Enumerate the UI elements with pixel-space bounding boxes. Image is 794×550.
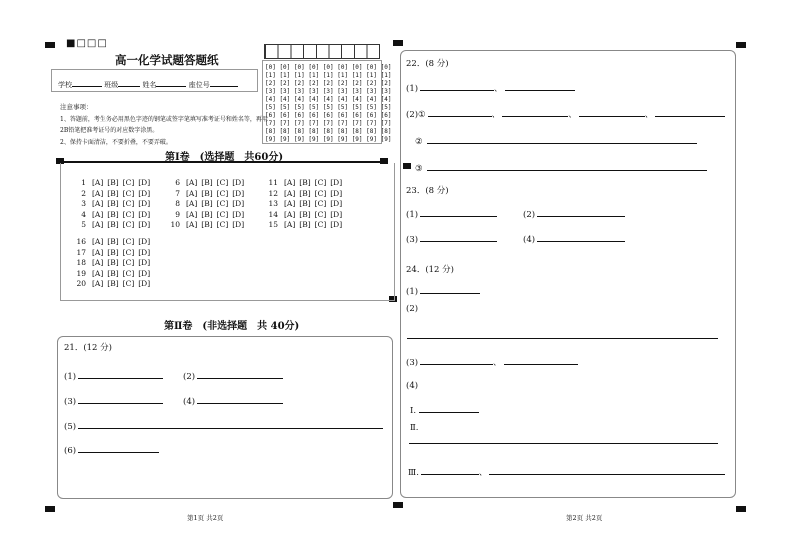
q24-part2-label: (2) [406,304,419,314]
digit-row[interactable]: [1] [1] [1] [1] [1] [1] [1] [1] [1] [265,72,392,79]
q23-heading: 23．(8 分) [406,186,449,196]
mc-option-bubble[interactable]: [D] [138,258,151,268]
q21-part5-label: (5) [64,422,77,432]
mc-question-row [264,189,346,198]
mc-question-row [264,178,346,187]
mc-option-bubble[interactable]: [A] [186,178,198,187]
mc-option-bubble[interactable]: [D] [330,220,343,230]
mc-question-number: 19 [76,268,86,278]
digit-row[interactable]: [3] [3] [3] [3] [3] [3] [3] [3] [3] [265,88,392,95]
q21-part5 [64,419,383,432]
mc-option-bubble[interactable]: [A] [284,178,296,187]
mc-option-bubble[interactable]: [B] [201,199,213,209]
mc-question-number: 14 [268,209,278,219]
exam-number-boxes[interactable] [264,44,380,59]
mc-option-bubble[interactable]: [C] [122,199,135,209]
q23-part2 [523,207,625,220]
separator: 、 [491,110,501,120]
mc-question-row [166,220,248,229]
q21-part3-label: (3) [64,397,77,407]
info-fields [58,77,238,90]
mc-option-bubble[interactable]: [A] [284,220,296,230]
mc-option-bubble[interactable]: [B] [299,220,311,230]
digit-row[interactable]: [5] [5] [5] [5] [5] [5] [5] [5] [5] [265,104,392,111]
digit-row[interactable]: [7] [7] [7] [7] [7] [7] [7] [7] [7] [265,120,392,127]
q23-part2-line[interactable] [537,207,625,217]
q21-part2-line[interactable] [197,369,283,379]
mc-option-bubble[interactable]: [C] [216,178,229,187]
mc-option-bubble[interactable]: [D] [138,178,151,187]
mc-option-bubble[interactable]: [C] [314,209,327,219]
note-line: 2、保持卡面清洁，不要折叠，不要弄破。 [60,139,172,146]
mc-option-bubble[interactable]: [A] [186,199,198,209]
digit-row[interactable]: [4] [4] [4] [4] [4] [4] [4] [4] [4] [265,96,392,103]
mc-option-bubble[interactable]: [D] [330,178,343,187]
mc-option-bubble[interactable]: [B] [201,209,213,219]
q24-roman2-label: Ⅱ. [410,423,419,433]
corner-mark [736,42,746,48]
mc-option-bubble[interactable]: [C] [122,178,135,187]
mc-option-bubble[interactable]: [A] [92,188,104,198]
mc-option-bubble[interactable]: [D] [138,209,151,219]
q21-part4-label: (4) [183,397,196,407]
q21-part4-line[interactable] [197,394,283,404]
mc-question-number: 9 [175,209,180,219]
q21-part3 [64,394,163,407]
section2-title: 第Ⅱ卷 (非选择题 共 40分) [164,321,300,332]
mc-option-bubble[interactable]: [C] [314,199,327,209]
mc-question-row [72,258,154,267]
section1-title: 第Ⅰ卷 (选择题 共60分) [165,152,284,163]
q22-part2-sub2 [415,134,697,147]
mc-option-bubble[interactable]: [A] [92,279,104,289]
q22-part1-label: (1) [406,84,419,94]
q22-sub2-label: ② [415,137,423,147]
mc-option-bubble[interactable]: [A] [284,188,296,198]
mc-question-number: 1 [81,178,86,187]
mc-option-bubble[interactable]: [B] [107,279,119,289]
q24-roman3-line-a[interactable] [421,465,479,475]
separator: 、 [644,110,654,120]
mc-option-bubble[interactable]: [A] [92,178,104,187]
mc-option-bubble[interactable]: [B] [107,199,119,209]
q24-part3-line-b[interactable] [504,355,578,365]
mc-question-number: 17 [76,247,86,257]
mc-option-bubble[interactable]: [B] [201,178,213,187]
q22-part2-label: (2)① [406,110,426,120]
page-title: 高一化学试题答题纸 [115,53,219,67]
q22-part2 [406,107,725,120]
q22-part2-line-b[interactable] [502,107,568,117]
mc-option-bubble[interactable]: [B] [299,199,311,209]
q22-part1-line-a[interactable] [420,81,494,91]
q22-part2-line-c[interactable] [579,107,645,117]
mc-option-bubble[interactable]: [B] [299,209,311,219]
mc-option-bubble[interactable]: [D] [138,247,151,257]
mc-question-number: 6 [175,178,180,187]
mc-question-number: 15 [268,220,278,230]
mc-option-bubble[interactable]: [C] [314,178,327,187]
mc-option-bubble[interactable]: [A] [284,209,296,219]
q24-roman3-label: Ⅲ. [408,468,419,478]
q23-part1-label: (1) [406,210,419,220]
mc-option-bubble[interactable]: [B] [107,258,119,268]
mc-option-bubble[interactable]: [D] [330,199,343,209]
mc-option-bubble[interactable]: [D] [138,268,151,278]
q24-roman3-line-b[interactable] [489,465,725,475]
digit-row[interactable]: [9] [9] [9] [9] [9] [9] [9] [9] [9] [265,136,392,143]
mc-option-bubble[interactable]: [B] [107,209,119,219]
q21-part1 [64,369,163,382]
mc-option-bubble[interactable]: [D] [232,199,245,209]
mc-option-bubble[interactable]: [B] [299,188,311,198]
mc-question-row [72,237,154,246]
mc-option-bubble[interactable]: [D] [138,199,151,209]
page2-footer: 第2页 共2页 [566,514,603,522]
mc-option-bubble[interactable]: [A] [92,220,104,230]
q21-box [57,336,393,499]
mc-question-row [72,220,154,229]
digit-row[interactable]: [0] [0] [0] [0] [0] [0] [0] [0] [0] [265,64,392,71]
corner-mark [393,40,403,46]
page1-footer: 第1页 共2页 [187,514,224,522]
separator: 、 [478,468,488,478]
mc-option-bubble[interactable]: [A] [186,209,198,219]
q21-part2-label: (2) [183,372,196,382]
mc-question-row [72,210,154,219]
mc-option-bubble[interactable]: [B] [201,188,213,198]
mc-question-number: 20 [76,279,86,289]
mc-option-bubble[interactable]: [C] [216,199,229,209]
q24-part2-line[interactable] [407,338,718,339]
separator: 、 [568,110,577,120]
mc-option-bubble[interactable]: [A] [92,237,104,246]
name-field[interactable] [156,77,186,87]
q21-part4 [183,394,283,407]
mc-option-bubble[interactable]: [B] [299,178,311,187]
mc-question-number: 2 [81,188,86,198]
mc-option-bubble[interactable]: [D] [138,188,151,198]
q24-part3-label: (3) [406,358,419,368]
q23-part3 [406,232,497,245]
mc-option-bubble[interactable]: [B] [107,268,119,278]
mc-option-bubble[interactable]: [D] [138,237,151,246]
school-label: 学校 [58,81,72,89]
mc-question-row [166,178,248,187]
mc-question-row [72,178,154,187]
mc-question-number: 12 [268,188,278,198]
mc-question-row [166,189,248,198]
class-label: 班级 [104,81,119,89]
mc-option-bubble[interactable]: [A] [92,209,104,219]
mc-option-bubble[interactable]: [C] [122,188,135,198]
corner-mark [45,506,55,512]
digit-row[interactable]: [8] [8] [8] [8] [8] [8] [8] [8] [8] [265,128,392,135]
note-line: 2B铅笔把准考证号的对应数字涂黑。 [60,127,159,134]
mc-question-row [72,248,154,257]
mc-option-bubble[interactable]: [A] [284,199,296,209]
q23-part3-line[interactable] [420,232,497,242]
mc-option-bubble[interactable]: [B] [107,188,119,198]
mc-option-bubble[interactable]: [B] [107,247,119,257]
q24-roman1 [410,403,479,416]
mc-option-bubble[interactable]: [A] [92,199,104,209]
digit-row[interactable]: [2] [2] [2] [2] [2] [2] [2] [2] [2] [265,80,392,87]
q22-part2-line-d[interactable] [655,107,725,117]
q23-part4-label: (4) [523,235,536,245]
mc-option-bubble[interactable]: [A] [186,220,198,230]
mc-option-bubble[interactable]: [D] [232,188,245,198]
corner-mark [45,42,55,48]
mc-option-bubble[interactable]: [C] [122,268,135,278]
mc-question-number: 5 [81,220,86,230]
q22-sub3-line[interactable] [427,161,707,171]
mc-question-row [72,279,154,288]
q23-part1 [406,207,497,220]
q23-part2-label: (2) [523,210,536,220]
q22-part1 [406,81,575,94]
mc-option-bubble[interactable]: [C] [122,279,135,289]
mc-option-bubble[interactable]: [D] [232,220,245,230]
q23-part3-label: (3) [406,235,419,245]
q23-part4 [523,232,625,245]
mc-option-bubble[interactable]: [C] [122,247,135,257]
mc-question-number: 7 [175,188,180,198]
mc-question-row [72,199,154,208]
q22-part1-line-b[interactable] [505,81,575,91]
seat-label: 座位号 [188,81,210,89]
q24-roman1-line[interactable] [419,403,479,413]
mc-question-row [264,220,346,229]
mc-question-number: 13 [268,199,278,209]
mc-option-bubble[interactable]: [C] [122,220,135,230]
mc-question-row [166,199,248,208]
mc-option-bubble[interactable]: [C] [216,209,229,219]
q21-part5-line[interactable] [78,419,383,429]
mc-question-number: 18 [76,258,86,268]
mc-question-row [166,210,248,219]
note-line: 1、答题前，考生务必用黑色字迹的钢笔或签字笔填写准考证号和姓名等，再用 [60,116,268,123]
mc-option-bubble[interactable]: [B] [107,178,119,187]
mc-option-bubble[interactable]: [A] [92,258,104,268]
class-field[interactable] [118,77,140,87]
mc-question-row [264,199,346,208]
digit-row[interactable]: [6] [6] [6] [6] [6] [6] [6] [6] [6] [265,112,392,119]
q22-part2-line-a[interactable] [428,107,492,117]
mc-option-bubble[interactable]: [D] [232,209,245,219]
mc-option-bubble[interactable]: [C] [122,258,135,268]
corner-mark [393,502,403,508]
mc-question-number: 3 [81,199,86,209]
name-label: 姓名 [142,81,157,89]
mc-option-bubble[interactable]: [C] [216,188,229,198]
mc-option-bubble[interactable]: [A] [92,268,104,278]
q24-part1 [406,284,480,297]
q24-part3-line-a[interactable] [420,355,493,365]
q24-roman3 [408,465,725,478]
mc-option-bubble[interactable]: [A] [186,188,198,198]
mc-option-bubble[interactable]: [A] [92,247,104,257]
separator: 、 [494,84,503,94]
q24-roman2-line[interactable] [409,443,718,444]
mc-option-bubble[interactable]: [C] [216,220,229,230]
mc-option-bubble[interactable]: [D] [330,188,343,198]
q22-heading: 22．(8 分) [406,59,449,69]
mc-question-number: 11 [268,178,278,187]
notes-title: 注意事项： [60,103,93,111]
seat-field[interactable] [210,77,238,87]
q22-part2-sub3 [415,161,707,174]
q21-part2 [183,369,283,382]
corner-mark [736,506,746,512]
mc-question-number: 4 [81,209,86,219]
q22-sub2-line[interactable] [427,134,697,144]
q21-heading: 21．(12 分) [64,343,112,353]
mc-question-row [264,210,346,219]
mc-option-bubble[interactable]: [D] [138,279,151,289]
mc-question-number: 16 [76,237,86,246]
q22-sub3-label: ③ [415,164,423,174]
mc-option-bubble[interactable]: [B] [107,237,119,246]
mc-option-bubble[interactable]: [B] [201,220,213,230]
mc-question-row [72,269,154,278]
q24-part1-line[interactable] [420,284,480,294]
mc-option-bubble[interactable]: [C] [314,188,327,198]
mc-option-bubble[interactable]: [C] [122,209,135,219]
q23-part1-line[interactable] [420,207,497,217]
mc-option-bubble[interactable]: [D] [232,178,245,187]
q21-part6 [64,443,159,456]
mc-question-number: 8 [175,199,180,209]
q21-part1-label: (1) [64,372,77,382]
q21-part6-line[interactable] [78,443,159,453]
mc-option-bubble[interactable]: [B] [107,220,119,230]
q21-part6-label: (6) [64,446,77,456]
q24-part1-label: (1) [406,287,419,297]
q24-part3 [406,355,578,368]
school-field[interactable] [72,77,102,87]
q24-roman1-label: Ⅰ. [410,406,417,416]
q24-part4-label: (4) [406,381,419,391]
q21-part1-line[interactable] [78,369,163,379]
header-marks: ■□□□ [66,38,108,49]
separator: 、 [493,358,502,368]
mc-option-bubble[interactable]: [D] [138,220,151,230]
q21-part3-line[interactable] [78,394,163,404]
q23-part4-line[interactable] [537,232,625,242]
mc-option-bubble[interactable]: [D] [330,209,343,219]
mc-question-row [72,189,154,198]
mc-option-bubble[interactable]: [C] [122,237,135,246]
mc-question-number: 10 [170,220,180,230]
mc-option-bubble[interactable]: [C] [314,220,327,230]
q24-heading: 24．(12 分) [406,265,454,275]
